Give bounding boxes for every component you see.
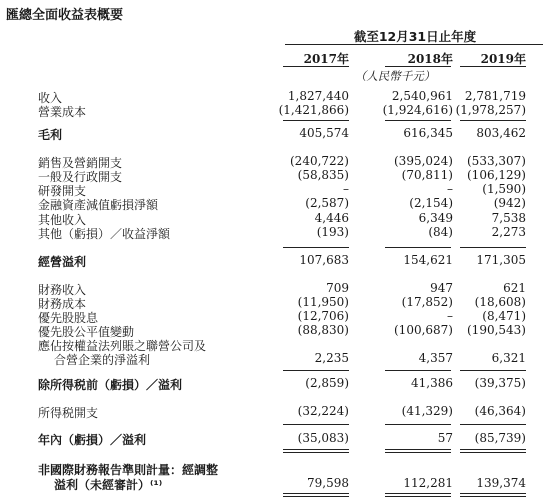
subtotal-rule bbox=[283, 424, 349, 425]
row-label: 其他收入 bbox=[38, 213, 87, 227]
table-row bbox=[0, 211, 550, 226]
row-label: 研發開支 bbox=[38, 184, 87, 198]
table-row bbox=[0, 154, 550, 169]
row-value: 2,540,961 bbox=[391, 89, 453, 103]
row-label: 優先股股息 bbox=[38, 311, 99, 325]
total-double-rule bbox=[460, 493, 526, 497]
row-value: 171,305 bbox=[476, 253, 526, 267]
row-value: 2,235 bbox=[314, 351, 349, 365]
row-label: 除所得税前（虧損）／溢利 bbox=[38, 378, 183, 392]
year-header-2019: 2019年 bbox=[480, 52, 526, 66]
row-value: (8,471) bbox=[482, 309, 526, 323]
row-label: 財務成本 bbox=[38, 297, 87, 311]
row-label: 一般及行政開支 bbox=[38, 170, 123, 184]
row-value: 947 bbox=[430, 281, 453, 295]
row-value: (70,811) bbox=[401, 168, 453, 182]
row-value: 57 bbox=[437, 431, 453, 445]
table-row bbox=[0, 351, 550, 366]
row-value: (2,859) bbox=[305, 376, 349, 390]
table-row bbox=[0, 295, 550, 310]
total-double-rule bbox=[385, 449, 451, 453]
period-underline bbox=[285, 44, 543, 45]
table-row bbox=[0, 253, 550, 268]
subtotal-rule bbox=[460, 370, 526, 371]
row-value: (88,830) bbox=[297, 323, 349, 337]
row-label: 應佔按權益法列賬之聯營公司及 bbox=[38, 339, 207, 353]
row-value: 4,357 bbox=[418, 351, 453, 365]
row-value: 154,621 bbox=[403, 253, 453, 267]
row-label: 年內（虧損）／溢利 bbox=[38, 433, 147, 447]
table-row bbox=[0, 461, 550, 476]
subtotal-rule bbox=[283, 370, 349, 371]
row-label: 收入 bbox=[38, 91, 63, 105]
row-value: (942) bbox=[493, 196, 526, 210]
row-value: (190,543) bbox=[467, 323, 526, 337]
row-label: 銷售及營銷開支 bbox=[38, 156, 123, 170]
table-title: 匯總全面收益表概要 bbox=[6, 8, 124, 23]
row-value: (193) bbox=[316, 225, 349, 239]
row-value: (2,154) bbox=[409, 196, 453, 210]
row-value: (58,835) bbox=[297, 168, 349, 182]
row-value: – bbox=[447, 309, 453, 323]
table-row bbox=[0, 431, 550, 446]
row-value: (17,852) bbox=[401, 295, 453, 309]
row-value: (11,950) bbox=[297, 295, 349, 309]
year-underline-2018 bbox=[385, 66, 451, 67]
row-value: (41,329) bbox=[401, 404, 453, 418]
year-header-2017: 2017年 bbox=[303, 52, 349, 66]
row-value: (1,924,616) bbox=[382, 103, 453, 117]
row-label: 營業成本 bbox=[38, 105, 87, 119]
row-label: 金融資產減值虧損淨額 bbox=[38, 198, 159, 212]
row-value: 107,683 bbox=[299, 253, 349, 267]
row-label: 合營企業的淨溢利 bbox=[54, 353, 151, 367]
table-row bbox=[0, 196, 550, 211]
row-value: (1,590) bbox=[482, 182, 526, 196]
period-header: 截至12月31日止年度 bbox=[353, 29, 477, 44]
row-label: 經營溢利 bbox=[38, 255, 87, 269]
row-label: 其他（虧損）／收益淨額 bbox=[38, 227, 171, 241]
row-value: 79,598 bbox=[307, 476, 349, 490]
row-value: 139,374 bbox=[476, 476, 526, 490]
table-row bbox=[0, 281, 550, 296]
subtotal-rule bbox=[385, 247, 451, 248]
year-underline-2017 bbox=[283, 66, 349, 67]
row-value: (2,587) bbox=[305, 196, 349, 210]
subtotal-rule bbox=[283, 120, 349, 121]
table-row bbox=[0, 182, 550, 197]
row-value: 2,273 bbox=[491, 225, 526, 239]
subtotal-rule bbox=[283, 247, 349, 248]
subtotal-rule bbox=[385, 120, 451, 121]
row-value: 1,827,440 bbox=[287, 89, 349, 103]
row-label: 所得税開支 bbox=[38, 406, 99, 420]
total-double-rule bbox=[283, 449, 349, 453]
row-value: (106,129) bbox=[467, 168, 526, 182]
total-double-rule bbox=[385, 493, 451, 497]
table-row bbox=[0, 225, 550, 240]
row-label: 優先股公平值變動 bbox=[38, 325, 135, 339]
year-underline-2019 bbox=[460, 66, 526, 67]
table-row bbox=[0, 103, 550, 118]
table-row bbox=[0, 168, 550, 183]
row-value: 405,574 bbox=[299, 126, 349, 140]
row-value: 616,345 bbox=[403, 126, 453, 140]
row-value: (46,364) bbox=[474, 404, 526, 418]
row-value: 41,386 bbox=[411, 376, 453, 390]
row-value: (1,978,257) bbox=[455, 103, 526, 117]
table-row bbox=[0, 404, 550, 419]
row-value: 7,538 bbox=[491, 211, 526, 225]
subtotal-rule bbox=[460, 120, 526, 121]
row-label: 毛利 bbox=[38, 128, 63, 142]
row-label: 非國際財務報告準則計量：經調整 bbox=[38, 463, 219, 477]
row-value: – bbox=[343, 182, 349, 196]
subtotal-rule bbox=[385, 424, 451, 425]
row-value: (18,608) bbox=[474, 295, 526, 309]
row-value: 803,462 bbox=[476, 126, 526, 140]
row-value: (395,024) bbox=[394, 154, 453, 168]
row-value: (84) bbox=[428, 225, 453, 239]
total-double-rule bbox=[283, 493, 349, 497]
row-value: 2,781,719 bbox=[464, 89, 526, 103]
table-row bbox=[0, 337, 550, 352]
row-value: (85,739) bbox=[474, 431, 526, 445]
subtotal-rule bbox=[460, 424, 526, 425]
table-row bbox=[0, 376, 550, 391]
subtotal-rule bbox=[460, 247, 526, 248]
row-value: (12,706) bbox=[297, 309, 349, 323]
table-row bbox=[0, 89, 550, 104]
table-row bbox=[0, 323, 550, 338]
year-header-2018: 2018年 bbox=[407, 52, 453, 66]
table-row bbox=[0, 126, 550, 141]
row-value: 621 bbox=[503, 281, 526, 295]
table-row bbox=[0, 476, 550, 491]
row-value: (32,224) bbox=[297, 404, 349, 418]
row-value: 6,321 bbox=[491, 351, 526, 365]
row-label: 溢利（未經審計）⁽¹⁾ bbox=[54, 478, 163, 492]
table-row bbox=[0, 309, 550, 324]
row-value: (240,722) bbox=[290, 154, 349, 168]
total-double-rule bbox=[460, 449, 526, 453]
row-value: (100,687) bbox=[394, 323, 453, 337]
row-value: – bbox=[447, 182, 453, 196]
row-value: 4,446 bbox=[314, 211, 349, 225]
row-value: 112,281 bbox=[403, 476, 453, 490]
row-value: (35,083) bbox=[297, 431, 349, 445]
subtotal-rule bbox=[385, 370, 451, 371]
row-value: (533,307) bbox=[467, 154, 526, 168]
unit-label: （人民幣千元） bbox=[354, 69, 436, 83]
row-value: 709 bbox=[326, 281, 349, 295]
row-label: 財務收入 bbox=[38, 283, 87, 297]
row-value: (39,375) bbox=[474, 376, 526, 390]
row-value: (1,421,866) bbox=[278, 103, 349, 117]
row-value: 6,349 bbox=[418, 211, 453, 225]
